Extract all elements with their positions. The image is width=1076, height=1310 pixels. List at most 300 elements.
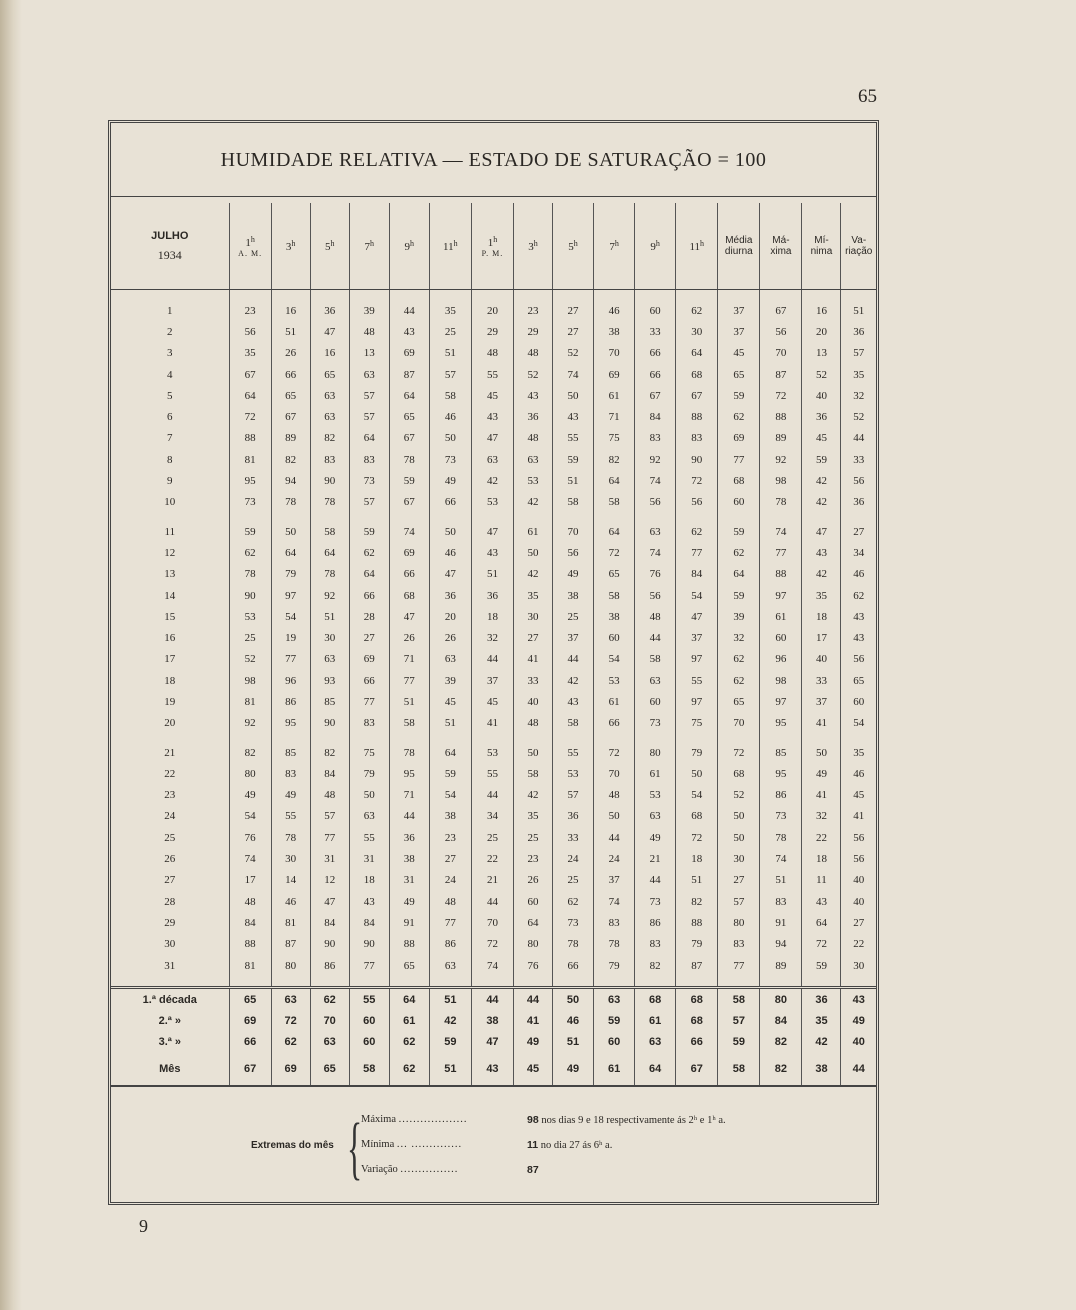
summary-cell: 59 <box>429 1032 471 1053</box>
value-cell: 86 <box>310 955 349 976</box>
value-cell: 30 <box>841 955 876 976</box>
summary-cell: 42 <box>802 1032 841 1053</box>
value-cell: 52 <box>513 364 552 385</box>
day-cell: 28 <box>164 895 176 908</box>
value-cell: 41 <box>471 713 513 734</box>
day-cell: 13 <box>164 568 176 581</box>
value-cell: 43 <box>553 691 594 712</box>
page-number-bottom: 9 <box>139 1216 148 1236</box>
value-cell: 66 <box>349 585 389 606</box>
value-cell: 60 <box>635 300 676 321</box>
value-cell: 34 <box>841 542 876 563</box>
value-cell: 37 <box>718 321 760 342</box>
value-cell: 41 <box>802 785 841 806</box>
value-cell: 35 <box>841 364 876 385</box>
value-cell: 47 <box>802 521 841 542</box>
value-cell: 78 <box>310 492 349 513</box>
summary-label: 3.ª » <box>158 1036 181 1049</box>
value-cell: 51 <box>271 321 310 342</box>
value-cell: 36 <box>802 406 841 427</box>
value-cell: 43 <box>471 406 513 427</box>
month-label: Mês <box>111 1053 229 1086</box>
value-cell: 39 <box>429 670 471 691</box>
value-cell: 84 <box>676 564 718 585</box>
value-cell: 44 <box>841 428 876 449</box>
table-row <box>111 691 876 712</box>
value-cell: 24 <box>429 870 471 891</box>
value-cell: 44 <box>471 649 513 670</box>
day-cell: 24 <box>164 810 176 823</box>
value-cell: 31 <box>389 870 429 891</box>
day-cell: 23 <box>164 789 176 802</box>
value-cell: 75 <box>594 428 635 449</box>
value-cell: 67 <box>271 406 310 427</box>
value-cell: 60 <box>594 627 635 648</box>
value-cell: 65 <box>271 385 310 406</box>
table-row <box>111 300 876 321</box>
value-cell: 30 <box>718 848 760 869</box>
value-cell: 37 <box>718 300 760 321</box>
value-cell: 58 <box>594 585 635 606</box>
extremes-label: Extremas do mês <box>251 1140 334 1151</box>
value-cell: 79 <box>594 955 635 976</box>
value-cell: 88 <box>229 934 271 955</box>
value-cell: 72 <box>594 742 635 763</box>
value-cell: 41 <box>841 806 876 827</box>
value-cell: 63 <box>349 806 389 827</box>
value-cell: 17 <box>802 627 841 648</box>
value-cell: 27 <box>718 870 760 891</box>
summary-cell: 49 <box>841 1011 876 1032</box>
value-cell: 56 <box>635 492 676 513</box>
value-cell: 82 <box>310 428 349 449</box>
value-cell: 61 <box>594 691 635 712</box>
value-cell: 47 <box>471 428 513 449</box>
value-cell: 27 <box>349 627 389 648</box>
extreme-min-name: Mínima ... .............. <box>361 1139 463 1150</box>
value-cell: 13 <box>802 343 841 364</box>
value-cell: 90 <box>310 934 349 955</box>
extreme-min-value: 11 no dia 27 ás 6ʰ a. <box>527 1139 613 1151</box>
value-cell: 43 <box>553 406 594 427</box>
value-cell: 64 <box>594 521 635 542</box>
value-cell: 35 <box>513 806 552 827</box>
value-cell: 81 <box>229 691 271 712</box>
value-cell: 56 <box>553 542 594 563</box>
value-cell: 50 <box>676 763 718 784</box>
value-cell: 77 <box>718 449 760 470</box>
value-cell: 25 <box>471 827 513 848</box>
value-cell: 56 <box>760 321 802 342</box>
value-cell: 85 <box>310 691 349 712</box>
value-cell: 90 <box>229 585 271 606</box>
table-row <box>111 406 876 427</box>
value-cell: 57 <box>429 364 471 385</box>
header-hour: 9$^h$ <box>635 203 676 290</box>
value-cell: 56 <box>841 827 876 848</box>
value-cell: 57 <box>349 385 389 406</box>
value-cell: 16 <box>271 300 310 321</box>
value-cell: 66 <box>271 364 310 385</box>
value-cell: 98 <box>760 670 802 691</box>
value-cell: 37 <box>553 627 594 648</box>
value-cell: 51 <box>553 470 594 491</box>
value-cell: 85 <box>271 742 310 763</box>
value-cell: 57 <box>553 785 594 806</box>
value-cell: 62 <box>229 542 271 563</box>
value-cell: 56 <box>635 585 676 606</box>
day-cell: 16 <box>164 632 176 645</box>
value-cell: 36 <box>841 492 876 513</box>
value-cell: 73 <box>635 713 676 734</box>
title-divider <box>111 196 876 197</box>
value-cell: 18 <box>471 606 513 627</box>
value-cell: 72 <box>760 385 802 406</box>
value-cell: 89 <box>760 428 802 449</box>
summary-cell: 61 <box>635 1011 676 1032</box>
value-cell: 18 <box>802 848 841 869</box>
value-cell: 87 <box>676 955 718 976</box>
value-cell: 83 <box>635 934 676 955</box>
value-cell: 36 <box>471 585 513 606</box>
value-cell: 32 <box>841 385 876 406</box>
value-cell: 63 <box>310 406 349 427</box>
value-cell: 11 <box>802 870 841 891</box>
extreme-max-value: 98 nos dias 9 e 18 respectivamente ás 2ʰ e 1ʰ a. <box>527 1114 726 1126</box>
value-cell: 63 <box>513 449 552 470</box>
value-cell: 95 <box>271 713 310 734</box>
value-cell: 78 <box>389 449 429 470</box>
value-cell: 40 <box>513 691 552 712</box>
value-cell: 44 <box>594 827 635 848</box>
value-cell: 79 <box>349 763 389 784</box>
value-cell: 82 <box>676 891 718 912</box>
table-row <box>111 806 876 827</box>
extreme-max-name: Máxima ................... <box>361 1114 468 1125</box>
value-cell: 22 <box>841 934 876 955</box>
value-cell: 72 <box>718 742 760 763</box>
value-cell: 62 <box>349 542 389 563</box>
value-cell: 62 <box>676 521 718 542</box>
value-cell: 37 <box>471 670 513 691</box>
summary-cell: 60 <box>349 1032 389 1053</box>
value-cell: 58 <box>635 649 676 670</box>
summary-cell: 50 <box>553 988 594 1011</box>
value-cell: 37 <box>594 870 635 891</box>
value-cell: 58 <box>594 492 635 513</box>
value-cell: 14 <box>271 870 310 891</box>
value-cell: 42 <box>802 470 841 491</box>
value-cell: 18 <box>676 848 718 869</box>
value-cell: 74 <box>635 542 676 563</box>
value-cell: 74 <box>553 364 594 385</box>
value-cell: 90 <box>310 713 349 734</box>
value-cell: 81 <box>271 912 310 933</box>
summary-cell: 51 <box>429 988 471 1011</box>
value-cell: 23 <box>513 300 552 321</box>
value-cell: 66 <box>635 364 676 385</box>
value-cell: 78 <box>229 564 271 585</box>
value-cell: 96 <box>271 670 310 691</box>
value-cell: 61 <box>635 763 676 784</box>
value-cell: 96 <box>760 649 802 670</box>
value-cell: 38 <box>553 585 594 606</box>
value-cell: 74 <box>389 521 429 542</box>
value-cell: 90 <box>676 449 718 470</box>
value-cell: 39 <box>718 606 760 627</box>
value-cell: 77 <box>676 542 718 563</box>
value-cell: 64 <box>389 385 429 406</box>
summary-cell: 64 <box>389 988 429 1011</box>
value-cell: 57 <box>310 806 349 827</box>
value-cell: 38 <box>389 848 429 869</box>
summary-cell: 66 <box>676 1032 718 1053</box>
value-cell: 33 <box>635 321 676 342</box>
value-cell: 66 <box>389 564 429 585</box>
value-cell: 49 <box>271 785 310 806</box>
value-cell: 61 <box>594 385 635 406</box>
month-cell: 45 <box>513 1053 552 1086</box>
value-cell: 54 <box>841 713 876 734</box>
value-cell: 53 <box>229 606 271 627</box>
value-cell: 51 <box>760 870 802 891</box>
value-cell: 33 <box>802 670 841 691</box>
value-cell: 95 <box>229 470 271 491</box>
value-cell: 48 <box>513 428 552 449</box>
value-cell: 47 <box>310 321 349 342</box>
day-cell: 27 <box>164 874 176 887</box>
value-cell: 57 <box>841 343 876 364</box>
value-cell: 52 <box>802 364 841 385</box>
summary-cell: 49 <box>513 1032 552 1053</box>
value-cell: 43 <box>349 891 389 912</box>
value-cell: 25 <box>553 606 594 627</box>
value-cell: 44 <box>553 649 594 670</box>
value-cell: 68 <box>676 364 718 385</box>
value-cell: 83 <box>349 713 389 734</box>
table-frame <box>108 120 879 1205</box>
value-cell: 70 <box>594 343 635 364</box>
value-cell: 83 <box>760 891 802 912</box>
value-cell: 84 <box>635 406 676 427</box>
value-cell: 86 <box>271 691 310 712</box>
value-cell: 43 <box>841 606 876 627</box>
value-cell: 77 <box>310 827 349 848</box>
value-cell: 34 <box>471 806 513 827</box>
table-row <box>111 827 876 848</box>
header-minima: Mí- nima <box>802 203 841 290</box>
brace-symbol: { <box>347 1110 363 1187</box>
value-cell: 44 <box>389 806 429 827</box>
summary-cell: 63 <box>271 988 310 1011</box>
table-row <box>111 606 876 627</box>
summary-cell: 66 <box>229 1032 271 1053</box>
value-cell: 78 <box>271 827 310 848</box>
extreme-var-name: Variação ................ <box>361 1164 459 1175</box>
day-cell: 26 <box>164 853 176 866</box>
value-cell: 67 <box>760 300 802 321</box>
value-cell: 91 <box>760 912 802 933</box>
summary-cell: 57 <box>718 1011 760 1032</box>
summary-cell: 58 <box>718 988 760 1011</box>
value-cell: 55 <box>271 806 310 827</box>
value-cell: 56 <box>841 649 876 670</box>
value-cell: 46 <box>841 564 876 585</box>
value-cell: 44 <box>635 870 676 891</box>
value-cell: 63 <box>635 670 676 691</box>
value-cell: 86 <box>429 934 471 955</box>
value-cell: 31 <box>310 848 349 869</box>
day-cell: 2 <box>167 325 173 338</box>
table-row <box>111 492 876 513</box>
value-cell: 45 <box>802 428 841 449</box>
summary-cell: 55 <box>349 988 389 1011</box>
value-cell: 87 <box>271 934 310 955</box>
summary-cell: 69 <box>229 1011 271 1032</box>
value-cell: 18 <box>349 870 389 891</box>
value-cell: 62 <box>718 406 760 427</box>
day-cell: 31 <box>164 959 176 972</box>
value-cell: 83 <box>718 934 760 955</box>
value-cell: 41 <box>802 713 841 734</box>
day-cell: 3 <box>167 347 173 360</box>
value-cell: 36 <box>841 321 876 342</box>
day-cell: 14 <box>164 589 176 602</box>
value-cell: 66 <box>635 343 676 364</box>
value-cell: 46 <box>429 406 471 427</box>
day-cell: 5 <box>167 389 173 402</box>
value-cell: 44 <box>389 300 429 321</box>
value-cell: 66 <box>429 492 471 513</box>
table-row <box>111 713 876 734</box>
value-cell: 42 <box>513 492 552 513</box>
value-cell: 48 <box>471 343 513 364</box>
summary-cell: 62 <box>271 1032 310 1053</box>
value-cell: 50 <box>271 521 310 542</box>
value-cell: 59 <box>802 449 841 470</box>
value-cell: 50 <box>513 542 552 563</box>
value-cell: 65 <box>841 670 876 691</box>
value-cell: 64 <box>310 542 349 563</box>
value-cell: 80 <box>513 934 552 955</box>
value-cell: 70 <box>718 713 760 734</box>
value-cell: 54 <box>676 785 718 806</box>
value-cell: 58 <box>310 521 349 542</box>
value-cell: 35 <box>841 742 876 763</box>
value-cell: 42 <box>513 785 552 806</box>
summary-cell: 68 <box>635 988 676 1011</box>
value-cell: 27 <box>429 848 471 869</box>
value-cell: 54 <box>271 606 310 627</box>
value-cell: 83 <box>594 912 635 933</box>
value-cell: 42 <box>471 470 513 491</box>
value-cell: 59 <box>553 449 594 470</box>
summary-cell: 51 <box>553 1032 594 1053</box>
value-cell: 27 <box>513 627 552 648</box>
value-cell: 46 <box>429 542 471 563</box>
value-cell: 77 <box>760 542 802 563</box>
value-cell: 83 <box>310 449 349 470</box>
value-cell: 64 <box>676 343 718 364</box>
value-cell: 35 <box>513 585 552 606</box>
value-cell: 74 <box>471 955 513 976</box>
value-cell: 43 <box>802 542 841 563</box>
value-cell: 59 <box>718 521 760 542</box>
value-cell: 62 <box>718 670 760 691</box>
value-cell: 42 <box>802 492 841 513</box>
day-cell: 6 <box>167 411 173 424</box>
month-extremes <box>111 1096 876 1206</box>
value-cell: 78 <box>760 492 802 513</box>
value-cell: 74 <box>229 848 271 869</box>
value-cell: 78 <box>389 742 429 763</box>
value-cell: 32 <box>718 627 760 648</box>
value-cell: 81 <box>229 449 271 470</box>
value-cell: 75 <box>349 742 389 763</box>
value-cell: 84 <box>310 912 349 933</box>
day-cell: 21 <box>164 746 176 759</box>
table-row <box>111 955 876 976</box>
value-cell: 38 <box>429 806 471 827</box>
value-cell: 60 <box>635 691 676 712</box>
page-binding-edge <box>0 0 22 1310</box>
day-cell: 1 <box>167 304 173 317</box>
value-cell: 53 <box>513 470 552 491</box>
value-cell: 92 <box>760 449 802 470</box>
header-hour: 11$^h$ <box>429 203 471 290</box>
summary-cell: 63 <box>635 1032 676 1053</box>
value-cell: 56 <box>676 492 718 513</box>
summary-cell: 35 <box>802 1011 841 1032</box>
summary-cell: 46 <box>553 1011 594 1032</box>
value-cell: 55 <box>676 670 718 691</box>
value-cell: 91 <box>389 912 429 933</box>
value-cell: 80 <box>635 742 676 763</box>
value-cell: 53 <box>635 785 676 806</box>
summary-cell: 44 <box>513 988 552 1011</box>
value-cell: 63 <box>349 364 389 385</box>
header-hour: 5$^h$ <box>553 203 594 290</box>
day-cell: 12 <box>164 546 176 559</box>
value-cell: 82 <box>310 742 349 763</box>
value-cell: 64 <box>594 470 635 491</box>
value-cell: 89 <box>271 428 310 449</box>
value-cell: 49 <box>389 891 429 912</box>
value-cell: 52 <box>841 406 876 427</box>
value-cell: 23 <box>229 300 271 321</box>
value-cell: 56 <box>229 321 271 342</box>
day-cell: 11 <box>164 525 176 538</box>
value-cell: 64 <box>229 385 271 406</box>
value-cell: 49 <box>229 785 271 806</box>
month-cell: 44 <box>841 1053 876 1086</box>
value-cell: 65 <box>718 691 760 712</box>
value-cell: 81 <box>229 955 271 976</box>
value-cell: 54 <box>429 785 471 806</box>
value-cell: 57 <box>718 891 760 912</box>
summary-row <box>111 988 876 1011</box>
value-cell: 68 <box>718 763 760 784</box>
value-cell: 57 <box>349 406 389 427</box>
humidity-table <box>111 203 876 1087</box>
value-cell: 38 <box>594 321 635 342</box>
value-cell: 78 <box>271 492 310 513</box>
summary-cell: 61 <box>389 1011 429 1032</box>
value-cell: 77 <box>349 691 389 712</box>
value-cell: 88 <box>760 564 802 585</box>
value-cell: 36 <box>513 406 552 427</box>
value-cell: 79 <box>271 564 310 585</box>
